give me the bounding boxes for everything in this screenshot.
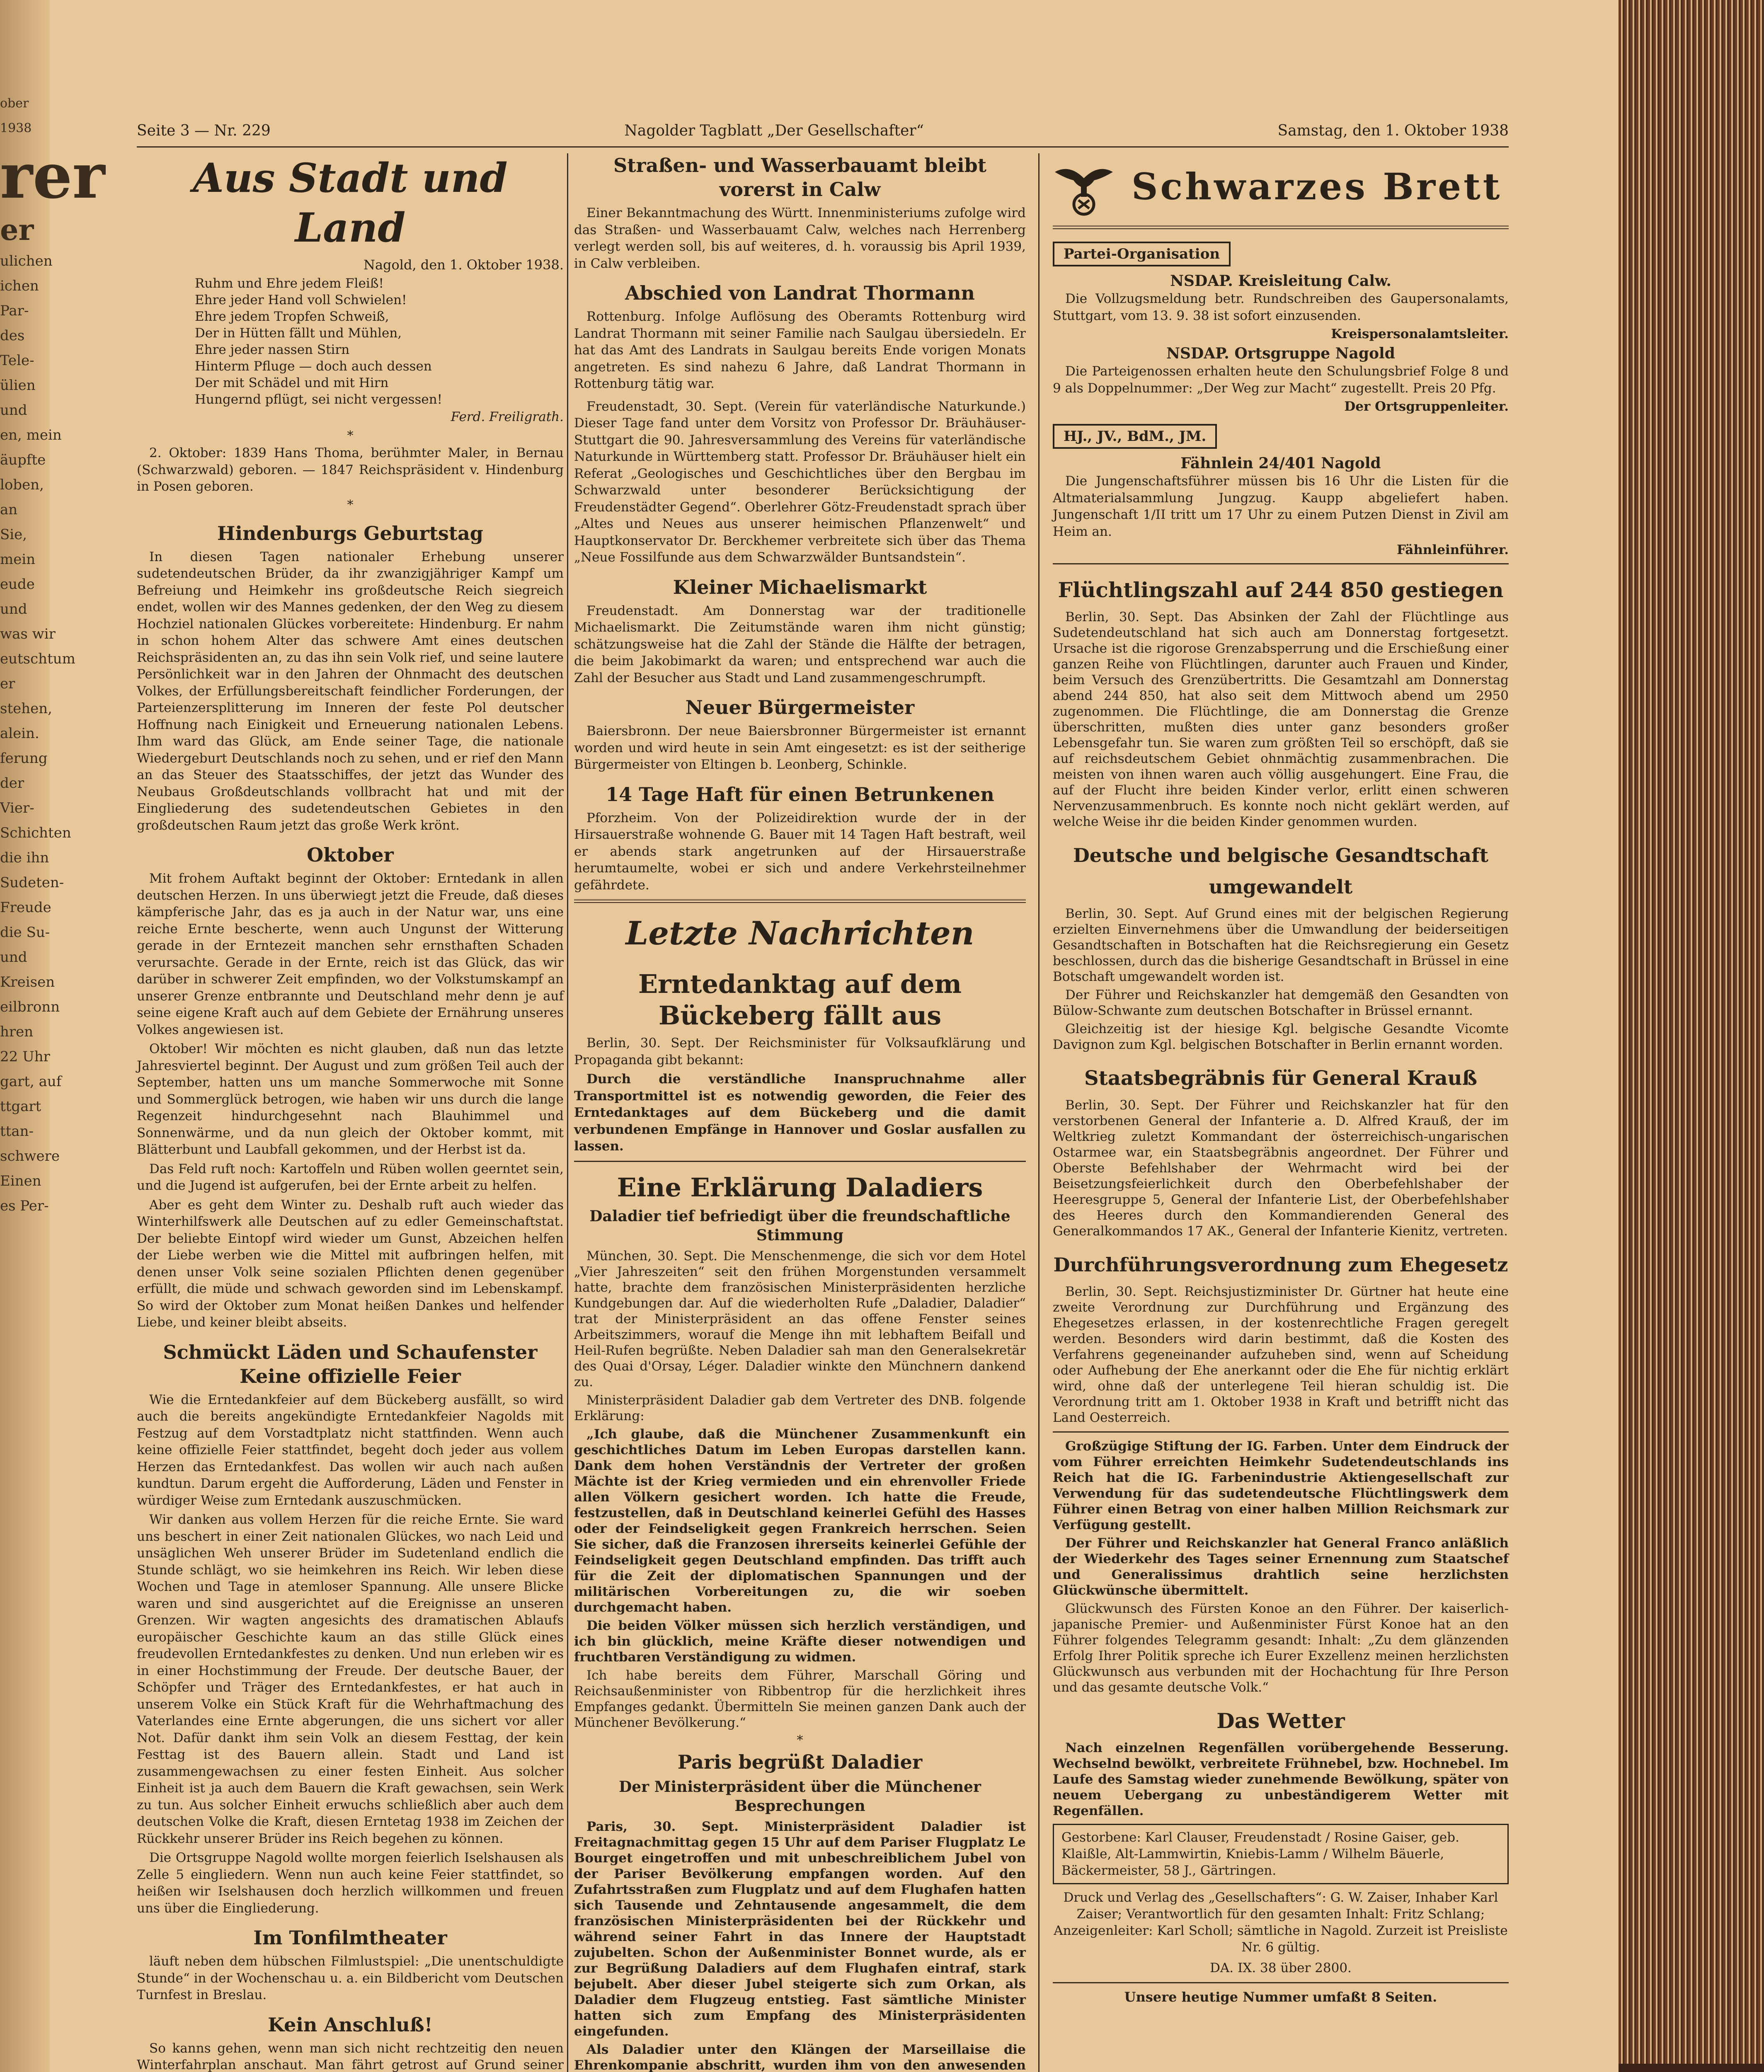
prev-fragment: Einen <box>0 1173 41 1189</box>
headline: Kleiner Michaelismarkt <box>673 576 927 598</box>
subheadline: Der Ministerpräsident über die Münchener Besprechungen <box>619 1778 981 1815</box>
article-text: läuft neben dem hübschen Filmlustspiel: „Die unentschuldigte Stunde“ in der Wochenschau u. a. ein Bildbericht vom Deutschen Turnfest in Breslau. <box>137 1954 564 2002</box>
book-edge <box>1619 0 1764 2072</box>
prev-fragment: des Tele- <box>0 327 34 369</box>
headline: Durchführungsverordnung zum Ehegesetz <box>1053 1254 1508 1276</box>
org-heading: NSDAP. Kreisleitung Calw. <box>1170 272 1391 290</box>
prev-fragment: eilbronn <box>0 999 60 1015</box>
article-text: Der Führer und Reichskanzler hat demgemäß den Gesandten von Bülow-Schwante zum deutschen Botschafter in Brüssel ernannt. <box>1053 988 1509 1018</box>
prev-fragment: gart, auf <box>0 1073 62 1090</box>
imprint: Druck und Verlag des „Gesellschafters“: G. W. Zaiser, Inhaber Karl Zaiser; Verantwortlich für den gesamten Inhalt: Fritz Schlang; Anzeigenleiter: Karl Scholl; sämtliche in Nagold. Zurzeit ist Preisliste Nr. 6 gültig. <box>1054 1890 1508 1955</box>
article-text: In diesen Tagen nationaler Erhebung unserer sudetendeutschen Brüder, da ihr zwanzigjähriger Kampf um Befreiung und Heimkehr ins großdeutsche Reich siegreich endet, wollen wir des Mannes gedenken, der den Weg zu diesem Hochziel nationalen Glückes vorbereitete: Hindenburg. Er nahm in schon hohem Alter das schwere Amt eines deutschen Reichspräsidenten an, zu das ihn sein Volk rief, und seine lautere Persönlichkeit war in den Jahren der Ohnmacht des deutschen Volkes, der Erfüllungsbereitschaft feindlicher Forderungen, der Parteienzersplitterung im Inneren der feste Pol deutscher Hoffnung nach Einigkeit und Erneuerung nationalen Lebens. Ihm ward das Glück, am Ende seiner Tage, die nationale Wiedergeburt Deutschlands noch zu sehen, und er rief den Mann an das Steuer des Staatsschiffes, der jetzt das Wunder des Neubaus Großdeutschlands vollbracht hat und mit der Eingliederung des sudetendeutschen Gebietes in den großdeutschen Raum jetzt das große Werk krönt. <box>137 549 564 833</box>
article-text: Berlin, 30. Sept. Auf Grund eines mit der belgischen Regierung erzielten Einvernehmens über die Umwandlung der beiderseitigen Gesandtschaften in Botschaften hat die Reichsregierung ein Gesetz beschlossen, durch das die bisherige Gesandtschaft in Brüssel in eine Botschaft umgewandelt worden ist. <box>1053 906 1509 984</box>
prev-fragment: Sie, mein <box>0 526 36 568</box>
prev-fragments <box>0 140 105 1218</box>
prev-fragment: 22 Uhr <box>0 1048 50 1065</box>
article-text: Die beiden Völker müssen sich herzlich verständigen, und ich bin glücklich, meine Kräfte dieser notwendigen und fruchtbaren Verständigung zu widmen. <box>574 1618 1026 1665</box>
notice-signature: Fähnleinführer. <box>1396 542 1509 557</box>
divider <box>1053 563 1509 564</box>
article-text: Berlin, 30. Sept. Das Absinken der Zahl der Flüchtlinge aus Sudetendeutschland hat sich auch am Donnerstag fortgesetzt. Ursache ist die rigorose Grenzabsperrung und die Erschießung einer ganzen Reihe von Flüchtlingen, darunter auch Frauen und Kinder, beim Versuch des Grenzübertritts. Die Gesamtzahl am Donnerstag abend 244 850, hat also seit dem Mittwoch abend um 2950 zugenommen. Die Flüchtlinge, die am Donnerstag die Grenze überschritten, mußten dies unter ganz besonders großer Lebensgefahr tun. Sie waren zum größten Teil so erschöpft, daß sie auf reichsdeutschem Gebiet ohnmächtig zusammenbrachen. Die meisten von ihnen waren auch völlig ausgehungert. Eine Frau, die auf der Flucht ihre beiden Kinder verlor, erlitt einen schweren Nervenzusammenbruch. Es konnte noch nicht geklärt werden, auf welche Weise ihr die beiden Kinder genommen wurden. <box>1053 610 1509 829</box>
column-rule <box>1038 153 1040 2072</box>
bulletin-title: Schwarzes Brett <box>1132 165 1502 208</box>
death-notices: Gestorbene: Karl Clauser, Freudenstadt / Rosine Gaiser, geb. Klaißle, Alt-Lammwirtin, Kniebis-Lamm / Wilhelm Bäuerle, Bäckermeister, 58 J., Gärtringen. <box>1053 1824 1509 1884</box>
divider <box>1053 225 1509 229</box>
headline: Im Tonfilmtheater <box>253 1927 447 1949</box>
article-text: Großzügige Stiftung der IG. Farben. Unter dem Eindruck der vom Führer erreichten Heimkehr Sudetendeutschlands ins Reich hat die IG. Farbenindustrie Aktiengesellschaft zur Verwendung für das sudetendeutsche Flüchtlingswerk dem Führer einen Betrag von einer halben Million Reichsmark zur Verfügung gestellt. <box>1053 1439 1509 1532</box>
prev-fragment: Freude <box>0 899 51 916</box>
prev-fragment: alein. <box>0 725 39 742</box>
poem: Ruhm und Ehre jedem Fleiß! Ehre jeder Hand voll Schwielen! Ehre jedem Tropfen Schweiß, Der in Hütten fällt und Mühlen, Ehre jeder nassen Stirn Hinterm Pfluge — doch auch dessen Der mit Schädel und mit Hirn Hungernd pflügt, sei nicht vergessen! <box>195 276 443 407</box>
divider <box>574 1161 1026 1162</box>
prev-fragment: er <box>0 213 34 247</box>
article-text: So kanns gehen, wenn man sich nicht rechtzeitig den neuen Winterfahrplan anschaut. Man fährt getrost auf Grund seiner <box>137 2041 564 2072</box>
prev-fragment: Schichten <box>0 825 71 841</box>
weather-text: Nach einzelnen Regenfällen vorübergehende Besserung. Wechselnd bewölkt, verbreitete Frühnebel, bzw. Hochnebel. Im Laufe des Samstag wieder zunehmende Bewölkung, später von neuem Uebergang zu unbeständigerem Wetter mit Regenfällen. <box>1053 1740 1509 1818</box>
notice-text: Die Jungenschaftsführer müssen bis 16 Uhr die Listen für die Altmaterialsammlung Jungzug. Kaupp abgeliefert haben. Jungenschaft 1/II tritt um 17 Uhr zu einem Putzen Dienst in Zivil am Heim an. <box>1053 474 1509 539</box>
prev-fragment: und <box>0 949 27 966</box>
poem-author: Ferd. Freiligrath. <box>451 409 564 424</box>
org-heading: Fähnlein 24/401 Nagold <box>1180 455 1381 472</box>
org-heading: NSDAP. Ortsgruppe Nagold <box>1166 345 1395 362</box>
separator-star: * <box>347 497 354 512</box>
prev-fragment: die Su- <box>0 924 50 941</box>
article-text: Pforzheim. Von der Polizeidirektion wurde der in der Hirsauerstraße wohnende G. Bauer mit 14 Tagen Haft bestraft, weil er abends stark angetrunken auf der Hirsauerstraße herumtaumelte, wobei er sich und andere Verkehrsteilnehmer gefährdete. <box>574 810 1026 893</box>
prev-fragment: ttan- <box>0 1123 34 1140</box>
article-text: Baiersbronn. Der neue Baiersbronner Bürgermeister ist ernannt worden und wird heute in sein Amt eingesetzt: es ist der seitherige Bürgermeister von Eltingen b. Leonberg, Schinkle. <box>574 724 1026 772</box>
almanac: 2. Oktober: 1839 Hans Thoma, berühmter Maler, in Bernau (Schwarzwald) geboren. — 1847 Reichspräsident v. Hindenburg in Posen geboren. <box>137 445 564 494</box>
prev-fragment: ulichen <box>0 253 53 269</box>
headline: Paris begrüßt Daladier <box>677 1750 923 1773</box>
prev-fragment: was wir <box>0 626 56 642</box>
prev-header: ober 1938 <box>0 96 32 136</box>
prev-fragment: en, mein <box>0 427 62 443</box>
prev-fragment: ferung <box>0 750 48 767</box>
section-title: Letzte Nachrichten <box>625 915 974 952</box>
prev-fragment: er stehen, <box>0 675 52 717</box>
page-header <box>137 118 1509 148</box>
article-text: Einer Bekanntmachung des Württ. Innenministeriums zufolge wird das Straßen- und Wasserbauamt Calw, welches nach Herrenberg verlegt werden soll, bis auf weiteres, d. h. voraussig bis April 1939, in Calw verbleiben. <box>574 206 1026 271</box>
article-text: Paris, 30. Sept. Ministerpräsident Daladier ist Freitagnachmittag gegen 15 Uhr auf dem Pariser Flugplatz Le Bourget eingetroffen und mit unbeschreiblichem Jubel von der Pariser Bevölkerung empfangen worden. Auf den Zufahrtsstraßen zum Flugplatz und auf dem Flughafen hatten sich Tausende und Zehntausende angesammelt, die dem französischen Ministerpräsidenten bei der Rückkehr und während seiner Fahrt in das Innere der Hauptstadt zujubelten. Schon der Außenminister Bonnet wurde, als er zur Begrüßung Daladiers auf dem Flughafen eintraf, stark bejubelt. Aber dieser Jubel steigerte sich zum Orkan, als Daladier dem Flugzeug entstieg. Fast sämtliche Minister hatten sich zum Empfang des Ministerpräsidenten eingefunden. <box>574 1819 1026 2039</box>
article-text: Berlin, 30. Sept. Reichsjustizminister Dr. Gürtner hat heute eine zweite Verordnung zur Durchführung und Ergänzung des Ehegesetzes erlassen, in der kostenrechtliche Fragen geregelt werden. Besonders wird darin bestimmt, daß die Kosten des Verfahrens gegeneinander aufzuheben sind, wenn auf Scheidung oder Aufhebung der Ehe anerkannt oder die Ehe für nichtig erklärt wird, ohne daß der unterlegene Teil hieran schuldig ist. Die Verordnung tritt am 1. Oktober 1938 in Kraft und betrifft nicht das Land Oesterreich. <box>1053 1284 1509 1425</box>
headline: Straßen- und Wasserbauamt bleibt vorerst in Calw <box>613 154 987 201</box>
prev-fragment: der Vier- <box>0 775 34 816</box>
headline: Flüchtlingszahl auf 244 850 gestiegen <box>1058 578 1504 602</box>
separator-star: * <box>347 428 354 443</box>
headline: Abschied von Landrat Thormann <box>625 282 975 304</box>
headline: Eine Erklärung Daladiers <box>617 1172 983 1203</box>
notice-signature: Kreispersonalamtsleiter. <box>1331 327 1509 341</box>
prev-fragment: ichen Par- <box>0 278 39 319</box>
party-organisation-label: Partei-Organisation <box>1053 242 1231 266</box>
article-text: Durch die verständliche Inanspruchnahme aller Transportmittel ist es notwendig geworden, die Feier des Erntedanktages auf dem Bückeberg und die damit verbundenen Empfänge in Hannover und Goslar ausfallen zu lassen. <box>574 1072 1026 1154</box>
article-text: Oktober! Wir möchten es nicht glauben, daß nun das letzte Jahresviertel beginnt. Der August und zum größen Teil auch der September, hatten uns um manche Sommerwoche mit Sonne und Sommerglück betrogen, wie haben wir uns durch die lange Regenzeit hindurchgesehnt nach Blauhimmel und Sonnenwärme, und da nun gleich der Oktober kommt, mit Blätterbunt und Laubfall gekommen, und der Herbst ist da. <box>137 1041 564 1157</box>
prev-fragment: es Per- <box>0 1198 49 1214</box>
prev-fragment: Sudeten- <box>0 874 64 891</box>
prev-fragment: eutschtum <box>0 651 75 667</box>
article-text: Gleichzeitig ist der hiesige Kgl. belgische Gesandte Vicomte Davignon zum Kgl. belgischen Botschafter in Berlin ernannt worden. <box>1053 1021 1509 1052</box>
weather-headline: Das Wetter <box>1216 1709 1345 1733</box>
section-title: Aus Stadt und Land <box>193 155 508 251</box>
headline: Oktober <box>307 844 394 866</box>
column-regional-news <box>574 153 1026 2072</box>
eagle-emblem-icon <box>1053 155 1115 218</box>
prev-fragment: äupfte <box>0 452 46 468</box>
article-text: Der Führer und Reichskanzler hat General Franco anläßlich der Wiederkehr des Tages seiner Ernennung zum Staatschef und Generalissimus drahtlich seine herzlichsten Glückwünsche übermittelt. <box>1053 1536 1509 1598</box>
article-text: Ministerpräsident Daladier gab dem Vertreter des DNB. folgende Erklärung: <box>574 1392 1026 1423</box>
previous-page-fragment <box>0 96 105 2072</box>
article-text: Als Daladier unter den Klängen der Marseillaise die Ehrenkompanie abschritt, wurden ihm von den anwesenden <box>574 2042 1026 2072</box>
prev-fragment: eude und <box>0 576 35 617</box>
subheadline: Daladier tief befriedigt über die freundschaftliche Stimmung <box>589 1207 1010 1244</box>
article-text: Mit frohem Auftakt beginnt der Oktober: Erntedank in allen deutschen Herzen. In uns überwiegt jetzt die Freude, daß dieses kämpferische Jahr, das es ja auch in der Natur war, uns eine reiche Ernte bescherte, wenn auch Ungunst der Witterung gerade in der Erntezeit manchen sehr ernsthaften Schaden verursachte. Gerade in der Ernte, reich ist das Glück, das wir darüber in schwerer Zeit empfinden, wo der Volkstumskampf an unserer Grenze entbrannte und Deutschland mehr denn je auf seine eigene Kraft auch auf dem Gebiete der Ernährung unseres Volkes angewiesen ist. <box>137 871 564 1037</box>
circulation: DA. IX. 38 über 2800. <box>1210 1961 1352 1975</box>
notice-text: Die Parteigenossen erhalten heute den Schulungsbrief Folge 8 und 9 als Doppelnummer: „Der Weg zur Macht“ zugestellt. Preis 20 Pfg. <box>1053 364 1509 396</box>
prev-fragment: ttgart <box>0 1098 41 1115</box>
prev-fragment: hren <box>0 1024 34 1040</box>
article-text: Ich habe bereits dem Führer, Marschall Göring und Reichsaußenminister von Ribbentrop für die herzlichkeit ihres Empfanges gedankt. Übermitteln Sie meinen ganzen Dank auch der Münchener Bevölkerung.“ <box>574 1668 1026 1730</box>
dateline: Nagold, den 1. Oktober 1938. <box>363 257 564 273</box>
prev-fragment: die ihn <box>0 850 49 866</box>
prev-fragment: rer <box>0 140 105 213</box>
article-text: Wie die Erntedankfeier auf dem Bückeberg ausfällt, so wird auch die bereits angekündigte Erntedankfeier Nagolds mit Festzug auf dem Vorstadtplatz nicht stattfinden. Wenn auch keine offizielle Feier stattfindet, begeht doch jeder aus vollem Herzen das Erntedankfest. Das wollen wir auch nach außen kundtun. Darum ergeht die Aufforderung, Läden und Fenster in würdiger Weise zum Erntedank auszuschmücken. <box>137 1392 564 1508</box>
newspaper-title: Nagolder Tagblatt „Der Gesellschafter“ <box>624 122 924 139</box>
article-text: Die Ortsgruppe Nagold wollte morgen feierlich Iselshausen als Zelle 5 eingliedern. Wenn nun auch keine Feier stattfindet, so heißen wir Iselshausen doch herzlich willkommen und freuen uns über die Eingliederung. <box>137 1850 564 1916</box>
prev-fragment: ülien und <box>0 377 36 419</box>
divider <box>1053 1431 1509 1433</box>
column-rule <box>567 153 568 2072</box>
youth-organisation-label: HJ., JV., BdM., JM. <box>1053 424 1217 449</box>
notice-signature: Der Ortsgruppenleiter. <box>1344 399 1509 414</box>
pages-note: Unsere heutige Nummer umfaßt 8 Seiten. <box>1124 1989 1437 2005</box>
headline: Deutsche und belgische Gesandtschaft umgewandelt <box>1073 844 1489 898</box>
prev-fragment: schwere <box>0 1148 60 1164</box>
article-text: München, 30. Sept. Die Menschenmenge, die sich vor dem Hotel „Vier Jahreszeiten“ seit den frühen Morgenstunden versammelt hatte, brachte dem französischen Ministerpräsidenten herzliche Kundgebungen dar. Auf die wiederholten Rufe „Daladier, Daladier“ trat der Ministerpräsident an das offene Fenster seines Arbeitszimmers, worauf die Menge ihn mit lebhaftem Beifall und Heil-Rufen begrüßte. Neben Daladier sah man den Generalsekretär des Quai d'Orsay, Léger. Daladier winkte den Münchnern dankend zu. <box>574 1248 1026 1389</box>
column-local-news <box>137 153 564 2072</box>
article-text: Aber es geht dem Winter zu. Deshalb ruft auch wieder das Winterhilfswerk alle Deutschen auf zu edler Gemeinschaftstat. Der beliebte Eintopf wird wieder um Gunst, Abzeichen helfen der Liebe werben wie die Mittel mit aufbringen helfen, mit denen unser Volk seine sozialen Pflichten denen gegenüber erfüllt, die müde und schwach geworden sind im Lebenskampf. So wird der Oktober zum Monat heißen Dankes und helfender Liebe, und keiner bleibt abseits. <box>137 1197 564 1330</box>
article-text: Berlin, 30. Sept. Der Reichsminister für Volksaufklärung und Propaganda gibt bekannt: <box>574 1036 1026 1067</box>
prev-fragment: Kreisen <box>0 974 55 990</box>
prev-fragment: loben, an <box>0 477 44 518</box>
article-text: „Ich glaube, daß die Münchener Zusammenkunft ein geschichtliches Datum im Leben Europas darstellen kann. Dank dem hohen Verständnis der Vertreter der großen Mächte ist der Krieg vermieden und ein ehrenvoller Friede allen Völkern gesichert worden. Ich hatte die Freude, festzustellen, daß in Deutschland keinerlei Gefühl des Hasses oder der Feindseligkeit gegen Frankreich herrschen. Seien Sie sicher, daß die Franzosen ihrerseits keinerlei Gefühle der Feindseligkeit gegen Deutschland empfinden. Das trifft auch für die Zeit der diplomatischen Spannungen und der militärischen Vorbereitungen zu, die wir soeben durchgemacht haben. <box>574 1426 1026 1615</box>
headline: Staatsbegräbnis für General Krauß <box>1084 1067 1478 1090</box>
article-text: Glückwunsch des Fürsten Konoe an den Führer. Der kaiserlich-japanische Premier- und Außenminister Fürst Konoe hat an den Führer folgendes Telegramm gesandt: Inhalt: „Zu dem glänzenden Erfolg Ihrer Politik spreche ich Eurer Exzellenz meinen herzlichsten Glückwunsch aus verbunden mit der Hochachtung für Ihre Person und das gesamte deutsche Volk.“ <box>1053 1601 1509 1695</box>
separator-star: * <box>797 1733 803 1748</box>
headline: Schmückt Läden und Schaufenster Keine offizielle Feier <box>163 1341 538 1387</box>
article-text: Rottenburg. Infolge Auflösung des Oberamts Rottenburg wird Landrat Thormann mit seiner Familie nach Saulgau übersiedeln. Er hat das Amt des Landrats in Saulgau bereits Ende vorigen Monats angetreten. Es sind nahezu 6 Jahre, daß Landrat Thormann in Rottenburg tätig war. <box>574 309 1026 391</box>
headline: Hindenburgs Geburtstag <box>217 522 483 545</box>
article-text: Freudenstadt. Am Donnerstag war der traditionelle Michaelismarkt. Die Zeitumstände waren ihm nicht günstig; schätzungsweise hat die Zahl der Stände die Hälfte der betragen, die beim Jakobimarkt da waren; und entsprechend war auch die Zahl der Besucher aus Stadt und Land zusammengeschrumpft. <box>574 603 1026 685</box>
issue-date: Samstag, den 1. Oktober 1938 <box>1277 122 1509 139</box>
page-number: Seite 3 — Nr. 229 <box>137 122 271 139</box>
article-text: Das Feld ruft noch: Kartoffeln und Rüben wollen geerntet sein, und die Jugend ist aufgerufen, bei der Ernte arbeit zu helfen. <box>137 1161 564 1193</box>
headline: Erntedanktag auf dem Bückeberg fällt aus <box>638 969 962 1031</box>
divider <box>1053 1982 1509 1983</box>
bulletin-header <box>1053 153 1509 220</box>
headline: 14 Tage Haft für einen Betrunkenen <box>606 783 994 806</box>
article-text: Berlin, 30. Sept. Der Führer und Reichskanzler hat für den verstorbenen General der Infanterie a. D. Alfred Krauß, der im Weltkrieg zuletzt Kommandant der österreichisch-ungarischen Ostarmee war, ein Staatsbegräbnis angeordnet. Der Führer und Oberste Befehlshaber der Wehrmacht wird bei der Beisetzungsfeierlichkeit durch den Oberbefehlshaber der Heeresgruppe 5, General der Infanterie List, der Oberbefehlshaber des Heeres durch den Kommandierenden General des Generalkommandos 17 AK., General der Infanterie Kienitz, vertreten. <box>1053 1098 1509 1239</box>
column-bulletin <box>1053 153 1509 2072</box>
article-text: Wir danken aus vollem Herzen für die reiche Ernte. Sie ward uns beschert in einer Zeit nationalen Glückes, wo nach Leid und unsäglichen Weh unserer Brüder im Sudetenland endlich die Stunde schlägt, wo sie heimkehren ins Reich. Wir leben diese Wochen und Tage in atemloser Spannung. Alle unsere Blicke waren und sind ausgerichtet auf die Ereignisse an unseren Grenzen. Wir wagten angesichts des dramatischen Ablaufs europäischer Geschichte kaum an das stille Glück eines freudevollen Erntedankfestes zu denken. Und nun erleben wir es in einer Hochstimmung der Freude. Der deutsche Bauer, der Schöpfer und Träger des Erntedankfestes, er hat auch in unserem Volke ein Stück Kraft für die Wehrhaftmachung des Vaterlandes eine Ernte abgerungen, die uns sichert vor aller Not. Dafür dankt ihm sein Volk an diesem Festtag, der kein Festtag ist des Bauern allein. Stadt und Land ist zusammengewachsen zu einer festen Einheit. Aus solcher Einheit ist ja auch dem Bauern die Kraft gewachsen, sein Werk zu tun. Aus solcher Einheit erwuchs schließlich aber auch dem deutschen Volke die Kraft, diesen Erntetag 1938 im Zeichen der Rückkehr unserer Brüder ins Reich begehen zu können. <box>137 1512 564 1846</box>
headline: Kein Anschluß! <box>268 2013 433 2036</box>
divider <box>574 899 1026 903</box>
notice-text: Die Vollzugsmeldung betr. Rundschreiben des Gaupersonalamts, Stuttgart, vom 13. 9. 38 ist sofort einzusenden. <box>1053 291 1509 323</box>
article-text: Freudenstadt, 30. Sept. (Verein für vaterländische Naturkunde.) Dieser Tage fand unter dem Vorsitz von Professor Dr. Bräuhäuser-Stuttgart die 90. Jahresversammlung des Vereins für vaterländische Naturkunde in Württemberg statt. Professor Dr. Bräuhäuser hielt ein Referat „Geologisches und Geschichtliches über den Bergbau im Schwarzwald unter besonderer Berücksichtigung der Freudenstädter Gegend“. Oberlehrer Götz-Freudenstadt sprach über „Altes und Neues aus unserer heimischen Pflanzenwelt“ und Hauptkonservator Dr. Berckhemer verbreitete sich über das Thema „Neue Fossilfunde aus dem Schwarzwälder Buntsandstein“. <box>574 399 1026 565</box>
headline: Neuer Bürgermeister <box>685 696 915 719</box>
